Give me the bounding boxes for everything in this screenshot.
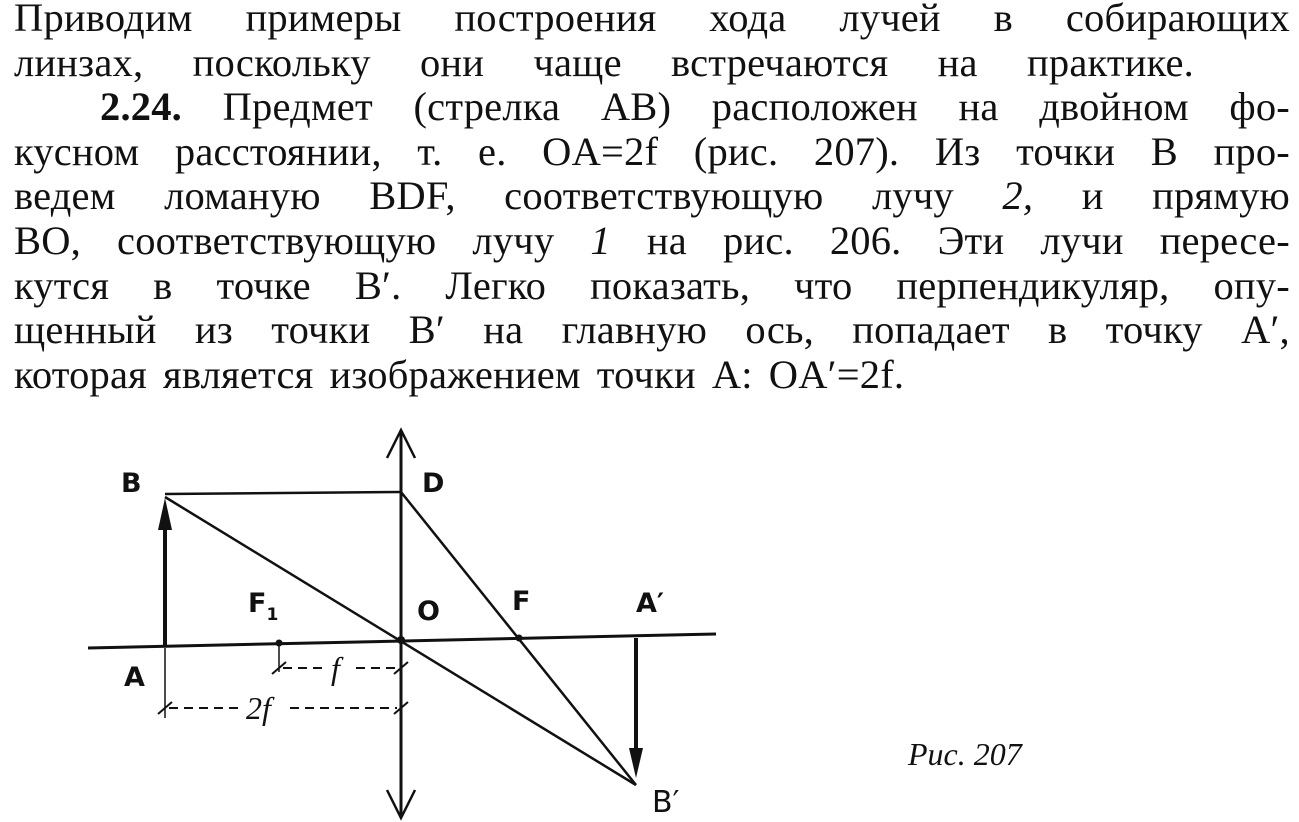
word: чаще [533,39,622,85]
word: собирающих [1065,0,1290,40]
word: OA′=2f. [768,351,905,397]
word: изображением [329,351,581,397]
word: и [1081,173,1104,219]
point-f [516,635,523,642]
word: точки [271,307,371,353]
word: в [153,262,173,308]
word: соответствующую [117,217,437,263]
word: пересе- [1159,217,1290,263]
word: Предмет [222,84,373,130]
label-f: F [512,586,531,617]
figure-caption: Рис. 207 [908,736,1022,772]
word: е. [478,128,507,174]
word: Приводим [14,0,193,40]
word: лучу [472,217,555,263]
word: соответствующую [504,173,824,219]
word: точки [596,351,696,397]
text-line-7 [14,264,1290,309]
text-line-9 [14,353,1290,398]
label-f1: $F_1$ [248,588,279,625]
label-d: D [422,468,445,499]
word: из [194,307,233,353]
word: расстоянии, [174,128,382,174]
text-line-1 [14,0,1290,41]
word: точку [1105,307,1203,353]
word: лучи [1040,217,1124,263]
word: опу- [1213,262,1290,308]
word: A: [711,351,753,397]
word: лучей [839,0,941,40]
word: они [419,39,485,85]
image-arrow-head-icon [629,748,643,778]
label-o: O [417,596,440,627]
word: точки [1016,128,1116,174]
word: лучу [872,173,954,219]
word: на [483,307,524,353]
word: кутся [14,262,110,308]
word: на [646,217,687,263]
word: про- [1213,128,1290,174]
word: в [1048,307,1068,353]
text-line-3 [14,85,1290,130]
word: A′, [1241,307,1290,353]
word: фо- [1229,84,1290,130]
label-a: A [124,662,145,693]
word: главную [561,307,708,353]
word: попадает [852,307,1010,353]
word: которая [14,351,148,397]
lens-ray-diagram [0,400,1299,822]
label-b-prime: B′ [652,785,680,820]
word: B [1150,128,1178,174]
word: хода [709,0,787,40]
problem-number: 2.24. [100,84,182,130]
text-line-5 [14,174,1290,219]
word: OA=2f [542,128,659,174]
word: Эти [937,217,1005,263]
word: на [958,84,999,130]
word: BO, [14,217,81,263]
word: 207). [813,128,900,174]
word: линзах, [14,39,144,85]
word: в [993,0,1013,40]
word: ось, [745,307,814,353]
word: B′ [408,307,445,353]
word: встречаются [671,39,889,85]
object-arrow-head-icon [158,498,172,530]
word: построения [454,0,657,40]
word: т. [417,128,443,174]
word: Легко [445,262,547,308]
word: ломаную [164,173,321,219]
word: кусном [14,128,140,174]
word: BDF, [369,173,456,219]
paragraph-text [14,0,1290,397]
point-o [397,636,405,644]
word: AB) [600,84,672,130]
text-line-2 [14,41,1194,86]
ray-bd [165,492,401,494]
word: ведем [14,173,116,219]
ray-number: 1 [590,217,611,263]
word: щенный [14,307,157,353]
word: (рис. [693,128,779,174]
word: Из [934,128,981,174]
word: перпендикуляр, [896,262,1170,308]
word: практике. [1027,39,1194,85]
word: (стрелка [413,84,561,130]
word: является [163,351,314,397]
text-line-8 [14,308,1290,353]
text-line-6 [14,219,1290,264]
word: рис. [722,217,794,263]
word: на [937,39,978,85]
label-b: B [121,468,142,499]
dim-label-2f: 2f [246,690,271,726]
word: двойном [1039,84,1189,130]
word: прямую [1152,173,1290,219]
word: 206. [829,217,902,263]
ray-number: 2, [1002,173,1034,219]
word: B′. [354,262,402,308]
word: что [794,262,853,308]
text-line-4 [14,130,1290,175]
dim-label-f: f [331,650,340,686]
label-a-prime: A′ [636,588,665,619]
word: поскольку [192,39,371,85]
word: расположен [711,84,918,130]
word: показать, [590,262,751,308]
word: точке [216,262,311,308]
word: примеры [245,0,402,40]
